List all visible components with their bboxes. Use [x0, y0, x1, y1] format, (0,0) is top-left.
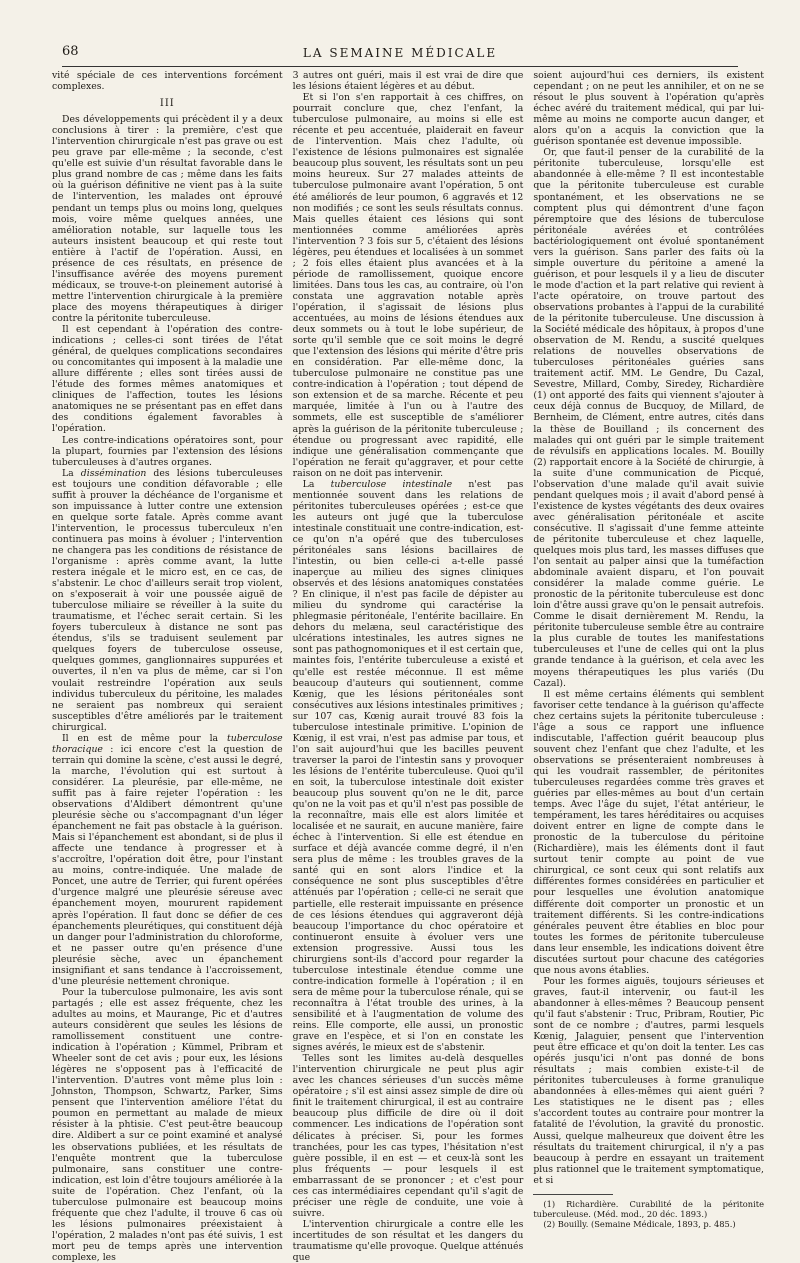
paragraph-lead: La: [302, 478, 331, 490]
paragraph: Des développements qui précèdent il y a deux conclusions à tirer : la première, c'est que l'intervention chirurgicale n'est pas grave ou est peu grave par elle-même ; la seconde, c'est qu'elle est suivie d'un résultat favorable dans le plus grand nombre de cas ; même dans les faits où la guérison définitive ne vient pas à la suite de l'intervention, les malades ont éprouvé pendant un temps plus ou moins long, quelques mois, voire même quelques années, une amélioration notable, sur laquelle tous les auteurs insistent beaucoup et qui reste tout entière à l'actif de l'opération. Aussi, en présence de ces résultats, en présence de l'insuffisance avérée des moyens purement médicaux, se trouve-t-on pleinement autorisé à mettre l'intervention chirurgicale à la première place des moyens thérapeutiques à diriger contre la péritonite tuberculeuse.: [52, 114, 283, 324]
footnote-rule: [533, 1194, 613, 1195]
paragraph-body: n'est pas mentionnée souvent dans les relations de péritonites tuberculeuses opérées ; est-ce que les auteurs ont jugé que la tuberculose intestinale constituait une contre-indication, est-ce qu'on n'a opéré que des tuberculoses péritonéales sans lésions bacillaires de l'intestin, ou bien celle-ci a-t-elle passé inaperçue au milieu des signes cliniques observés et des lésions anatomiques constatées ? En clinique, il n'est pas facile de dépister au milieu du syndrome qui caractérise la phlegmasie péritonéale, l'entérite bacillaire. En dehors du melæna, seul caractéristique des ulcérations intestinales, les autres signes ne sont pas pathognomoniques et il est certain que, maintes fois, l'entérite tuberculeuse a existé et qu'elle est restée méconnue. Il est même beaucoup d'auteurs qui soutiennent, comme Kœnig, que les lésions péritonéales sont consécutives aux lésions intestinales primitives ; sur 107 cas, Kœnig aurait trouvé 83 fois la tuberculose intestinale primitive. L'opinion de Kœnig, il est vrai, n'est pas admise par tous, et l'on sait aujourd'hui que les bacilles peuvent traverser la paroi de l'intestin sans y provoquer les lésions de l'entérite tuberculeuse. Quoi qu'il en soit, la tuberculose intestinale doit exister beaucoup plus souvent qu'on ne le dit, parce qu'on ne la voit pas et qu'il n'est pas possible de la reconnaître, mais elle est alors limitée et localisée et ne saurait, en aucune manière, faire échec à l'intervention. Si elle est étendue en surface et déjà avancée comme degré, il n'en sera plus de même : les troubles graves de la santé qui en sont alors l'indice et la conséquence ne sont plus susceptibles d'être atténués par l'opération ; celle-ci ne serait que partielle, elle resterait impuissante en présence de ces lésions étendues qui aggraveront déjà beaucoup l'importance du choc opératoire et continueront ensuite à évoluer vers une extension progressive. Aussi tous les chirurgiens sont-ils d'accord pour regarder la tuberculose intestinale étendue comme une contre-indication formelle à l'opération ; il en sera de même pour la tuberculose rénale, qui se reconnaîtra à l'état trouble des urines, à la sensibilité et à l'augmentation de volume des reins. Elle comporte, elle aussi, un pronostic grave en l'espèce, et si l'on en constate les signes avérés, le mieux est de s'abstenir.: [292, 478, 524, 1054]
paragraph: Et si l'on s'en rapportait à ces chiffres, on pourrait conclure que, chez l'enfant, la tuberculose pulmonaire, au moins si elle est récente et peu accentuée, plaiderait en faveur de l'intervention. Mais chez l'adulte, où l'existence de lésions pulmonaires est signalée beaucoup plus souvent, les résultats sont un peu moins heureux. Sur 27 malades atteints de tuberculose pulmonaire avant l'opération, 5 ont été améliorés de leur poumon, 6 aggravés et 12 non modifiés ; ce sont les seuls résultats connus. Mais quelles étaient ces lésions qui sont mentionnées comme améliorées après l'intervention ? 3 fois sur 5, c'étaient des lésions légères, peu étendues et localisées à un sommet ; 2 fois elles étaient plus avancées et à la période de ramollissement, quoique encore limitées. Dans tous les cas, au contraire, où l'on constata une aggravation notable après l'opération, il s'agissait de lésions plus accentuées, au moins de lésions étendues aux deux sommets ou à tout le lobe supérieur, de sorte qu'il semble que ce soit moins le degré que l'extension des lésions qui mérite d'être pris en considération. Par elle-même donc, la tuberculose pulmonaire ne constitue pas une contre-indication à l'opération ; tout dépend de son extension et de sa marche. Récente et peu marquée, limitée à l'un ou à l'autre des sommets, elle est susceptible de s'améliorer après la guérison de la péritonite tuberculeuse ; étendue ou progressant avec rapidité, elle indique une généralisation commençante que l'opération ne ferait qu'aggraver, et pour cette raison on ne doit pas intervenir.: [292, 92, 524, 479]
text-columns: [52, 70, 765, 1263]
paragraph: L'intervention chirurgicale a contre elle les incertitudes de son résultat et les dangers du traumatisme qu'elle provoque. Quelque atténués que: [292, 1218, 524, 1263]
italic-term: dissémination: [80, 467, 147, 479]
column-left: [52, 70, 283, 1263]
section-heading: III: [159, 98, 175, 110]
journal-title: LA SEMAINE MÉDICALE: [302, 46, 498, 60]
paragraph: Il est cependant à l'opération des contre-indications ; celles-ci sont tirées de l'état général, de quelques complications secondaires ou concomitantes qui imposent à la maladie une allure différente ; elles sont tirées aussi de l'étude des formes mêmes anatomiques et cliniques de l'affection, toutes les lésions anatomiques ne se présentant pas en effet dans des conditions également favorables à l'opération.: [52, 324, 283, 435]
paragraph-lead: Il en est de même pour la: [62, 732, 227, 744]
paragraph: Telles sont les limites au-delà desquelles l'intervention chirurgicale ne peut plus agir avec les chances sérieuses d'un succès même opératoire ; s'il est ainsi assez simple de dire où finit le traitement chirurgical, il est au contraire beaucoup plus difficile de dire où il doit commencer. Les indications de l'opération sont délicates à préciser. Si, pour les formes tranchées, pour les cas types, l'hésitation n'est guère possible, il en est — et ceux-là sont les plus fréquents — pour lesquels il est embarrassant de se prononcer ; et c'est pour ces cas intermédiaires cependant qu'il s'agit de préciser une règle de conduite, une voie à suivre.: [292, 1053, 524, 1219]
footnote: (1) Richardière. Curabilité de la péritonite tuberculeuse. (Méd. mod., 20 déc. 1893.): [533, 1198, 765, 1219]
italic-term: tuberculose intestinale: [330, 478, 453, 490]
paragraph: [52, 468, 283, 733]
paragraph: Il est même certains éléments qui semblent favoriser cette tendance à la guérison qu'affecte chez certains sujets la péritonite tuberculeuse : l'âge a sous ce rapport une influence indiscutable, l'affection guérit beaucoup plus souvent chez l'enfant que chez l'adulte, et les observations se présenteraient nombreuses à qui les voudrait rassembler, de péritonites tuberculeuses regardées comme très graves et guéries par elles-mêmes au bout d'un certain temps. Avec l'âge du sujet, l'état antérieur, le tempérament, les tares héréditaires ou acquises doivent entrer en ligne de compte dans le pronostic de la tuberculose du péritoine (Richardière), mais les éléments dont il faut surtout tenir compte au point de vue chirurgical, ce sont ceux qui sont relatifs aux différentes formes considérées en particulier et pour lesquelles une évolution anatomique différente doit comporter un pronostic et un traitement différents. Si les contre-indications générales peuvent être établies en bloc pour toutes les formes de péritonite tuberculeuse dans leur ensemble, les indications doivent être discutées surtout pour chacune des catégories que nous avons établies.: [533, 688, 765, 976]
paragraph: [52, 733, 283, 987]
paragraph-lead: La: [62, 467, 81, 479]
paragraph-body: : ici encore c'est la question de terrain qui domine la scène, c'est aussi le degré, la marche, l'évolution qui est surtout à considérer. La pleurésie, par elle-même, ne suffit pas à faire rejeter l'opération : les observations d'Aldibert démontrent qu'une pleurésie sèche ou s'accompagnant d'un léger épanchement ne fait pas obstacle à la guérison. Mais si l'épanchement est abondant, si de plus il affecte une tendance à progresser et à s'accroître, l'opération doit être, pour l'instant au moins, contre-indiquée. Une malade de Poncet, une autre de Terrier, qui furent opérées d'urgence malgré une pleurésie séreuse avec épanchement moyen, moururent rapidement après l'opération. Il faut donc se défier de ces épanchements pleurétiques, qui constituent déjà un danger pour l'administration du chloroforme, et ne passer outre qu'en présence d'une pleurésie sèche, avec un épanchement insignifiant et sans tendance à l'accroissement, d'une pleurésie nettement chronique.: [52, 743, 283, 987]
paragraph: 3 autres ont guéri, mais il est vrai de dire que les lésions étaient légères et au début.: [292, 70, 524, 93]
footnote: (2) Bouilly. (Semaine Médicale, 1893, p. 485.): [543, 1218, 736, 1229]
column-right: [533, 70, 765, 1229]
paragraph: Les contre-indications opératoires sont, pour la plupart, fournies par l'extension des lésions tuberculeuses à d'autres organes.: [52, 434, 283, 468]
italic-term: tuberculose thoracique: [52, 732, 283, 755]
paragraph-body: des lésions tuberculeuses est toujours une condition défavorable ; elle suffit à prouver la déchéance de l'organisme et son impuissance à lutter contre une extension en quelque sorte fatale. Après comme avant l'intervention, le processus tuberculeux n'en continuera pas moins à évoluer ; l'intervention ne changera pas les conditions de résistance de l'organisme : après comme avant, la lutte restera inégale et le micro est, en ce cas, de s'abstenir. Le choc d'ailleurs serait trop violent, on s'exposerait à voir une poussée aiguë de tuberculose miliaire se réveiller à la suite du traumatisme, et l'échec serait certain. Si les foyers tuberculeux à distance ne sont pas étendus, s'ils se traduisent seulement par quelques foyers de tuberculose osseuse, quelques gommes, ganglionnaires suppurées et ouvertes, il n'en va plus de même, car si l'on voulait restreindre l'opération aux seuls individus tuberculeux du péritoine, les malades ne seraient pas nombreux qui seraient susceptibles d'être améliorés par le traitement chirurgical.: [52, 467, 283, 733]
paragraph: Pour la tuberculose pulmonaire, les avis sont partagés ; elle est assez fréquente, chez les adultes au moins, et Maurange, Pic et d'autres auteurs considèrent que seules les lésions de ramollissement constituent une contre-indication à l'opération ; Kümmel, Pribram et Wheeler sont de cet avis ; pour eux, les lésions légères ne s'opposent pas à l'efficacité de l'intervention. D'autres vont même plus loin : Johnston, Thompson, Schwartz, Parker, Sims pensent que l'intervention améliore l'état du poumon en permettant au malade de mieux résister à la phtisie. C'est peut-être beaucoup dire. Aldibert a sur ce point examiné et analysé les observations publiées, et les résultats de l'enquête montrent que la tuberculose pulmonaire, sans constituer une contre-indication, est loin d'être toujours améliorée à la suite de l'opération. Chez l'enfant, où la tuberculose pulmonaire est beaucoup moins fréquente que chez l'adulte, il trouve 6 cas où les lésions pulmonaires préexistaient à l'opération, 2 malades n'ont pas été suivis, 1 est mort peu de temps après une intervention complexe, les: [52, 986, 283, 1263]
column-middle: [292, 70, 524, 1263]
paragraph: vité spéciale de ces interventions forcément complexes.: [52, 70, 283, 93]
page-header: [62, 44, 738, 67]
paragraph: Or, que faut-il penser de la curabilité de la péritonite tuberculeuse, lorsqu'elle est abandonnée à elle-même ? Il est incontestable que la péritonite tuberculeuse est curable spontanément, et les observations ne se comptent plus qui démontrent d'une façon péremptoire que des lésions de tuberculose péritonéale avérées et contrôlées bactériologiquement ont évolué spontanément vers la guérison. Sans parler des faits où la simple ouverture du péritoine a amené la guérison, et pour lesquels il y a lieu de discuter le mode d'action et la part relative qui revient à l'acte opératoire, on trouve partout des observations probantes à l'appui de la curabilité de la péritonite tuberculeuse. Une discussion à la Société médicale des hôpitaux, à propos d'une observation de M. Rendu, a suscité quelques relations de nouvelles observations de tuberculoses péritonéales guéries sans traitement actif. MM. Le Gendre, Du Cazal, Sevestre, Millard, Comby, Siredey, Richardière (1) ont apporté des faits qui viennent s'ajouter à ceux déjà connus de Bucquoy, de Millard, de Bernheim, de Clément, entre autres, cités dans la thèse de Bouilland ; ils concernent des malades qui ont guéri par le simple traitement de révulsifs en applications locales. M. Bouilly (2) rapportait encore à la Société de chirurgie, à la suite d'une communication de Picqué, l'observation d'une malade qu'il avait suivie pendant quelques mois ; il avait d'abord pensé à l'existence de kystes végétants des deux ovaires avec généralisation péritonéale et ascite consécutive. Il s'agissait d'une femme atteinte de péritonite tuberculeuse et chez laquelle, quelques mois plus tard, les masses diffuses que l'on sentait au palper ainsi que la tuméfaction abdominale avaient disparu, et l'on pouvait considérer la malade comme guérie. Le pronostic de la péritonite tuberculeuse est donc loin d'être aussi grave qu'on le pensait autrefois. Comme le disait dernièrement M. Rendu, la péritonite tuberculeuse semble être au contraire la plus curable de toutes les manifestations tuberculeuses et l'une de celles qui ont la plus grande tendance à la guérison, et cela avec les moyens thérapeutiques les plus variés (Du Cazal).: [533, 147, 765, 689]
page-number: 68: [62, 44, 79, 59]
paragraph: Pour les formes aiguës, toujours sérieuses et graves, faut-il intervenir, ou faut-il les abandonner à elles-mêmes ? Beaucoup pensent qu'il faut s'abstenir : Truc, Pribram, Routier, Pic sont de ce nombre ; d'autres, parmi lesquels Kœnig, Jalaguier, pensent que l'intervention peut être efficace et qu'on doit la tenter. Les cas opérés jusqu'ici n'ont pas donné de bons résultats ; mais combien existe-t-il de péritonites tuberculeuses à forme granulique abandonnées à elles-mêmes qui aient guéri ? Les statistiques ne le disent pas ; elles s'accordent toutes au contraire pour montrer la fatalité de l'évolution, la gravité du pronostic. Aussi, quelque malheureux que doivent être les résultats du traitement chirurgical, il n'y a pas beaucoup à perdre en essayant un traitement plus rationnel que le traitement symptomatique, et si: [533, 975, 765, 1186]
paragraph: [293, 479, 524, 1053]
paragraph: soient aujourd'hui ces derniers, ils existent cependant ; on ne peut les annihiler, et on ne se résout le plus souvent à l'opération qu'après échec avéré du traitement médical, qui par lui-même au moins ne comporte aucun danger, et alors qu'on a acquis la conviction que la guérison spontanée est devenue impossible.: [533, 70, 765, 148]
